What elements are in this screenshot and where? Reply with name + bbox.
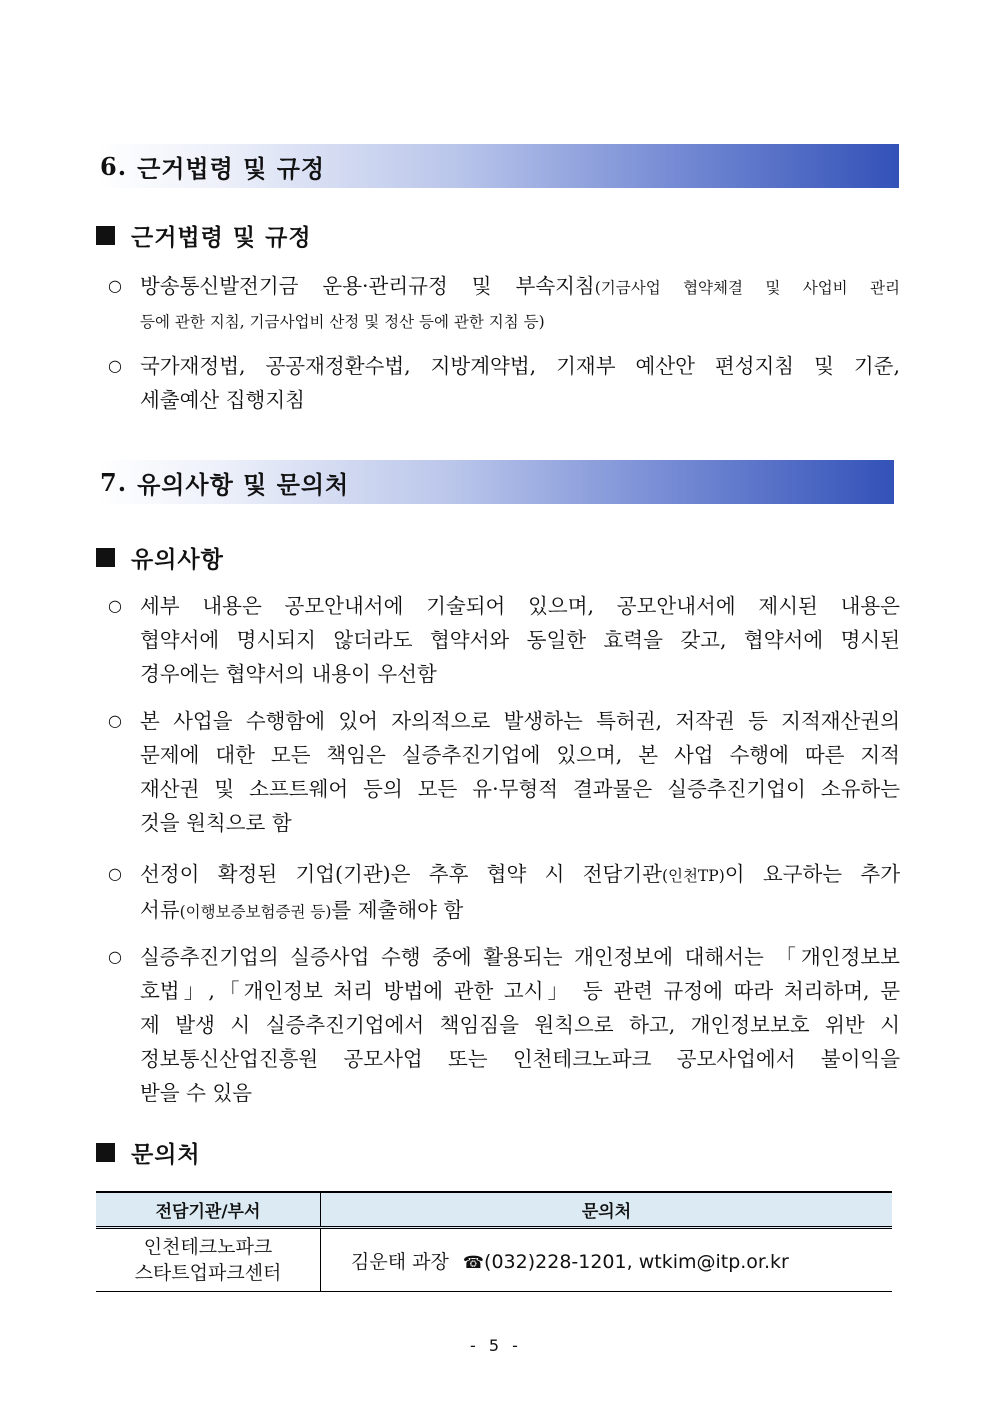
table-header-row [96,1192,892,1228]
circle-bullet-icon: ○ [108,276,122,295]
item-line: 서류(이행보증보험증권 등)를 제출해야 함 [140,898,464,922]
contact-name: 김운태 과장 [351,1250,449,1273]
section-7-subheading-contact: 문의처 [96,1136,201,1169]
item-line: 협약서에 명시되지 않더라도 협약서와 동일한 효력을 갖고, 협약서에 명시된 [140,628,900,652]
item-line: 방송통신발전기금 운용·관리규정 및 부속지침(기금사업 협약체결 및 사업비 관리 [140,274,900,298]
item-line: 호법」,「개인정보 처리 방법에 관한 고시」 등 관련 규정에 따라 처리하며, 문 [140,979,900,1003]
square-bullet-icon [96,1143,115,1162]
item-line: 경우에는 협약서의 내용이 우선함 [140,662,437,686]
item-line: 세출예산 집행지침 [140,388,305,412]
section-6-header [96,144,899,188]
list-item [108,349,900,417]
circle-bullet-icon: ○ [108,356,122,375]
item-line: 선정이 확정된 기업(기관)은 추후 협약 시 전담기관(인천TP)이 요구하는 추가 [140,862,900,886]
item-line: 실증추진기업의 실증사업 수행 중에 활용되는 개인정보에 대해서는 「개인정보보 [140,945,900,969]
section-6-number: 6. [100,151,128,181]
list-item [108,704,900,840]
list-item [108,940,900,1110]
contact-cell [321,1228,893,1292]
section-7-title: 유의사항 및 문의처 [137,469,350,499]
column-header-org: 전담기관/부서 [96,1192,321,1228]
square-bullet-icon [96,548,115,567]
circle-bullet-icon: ○ [108,864,122,883]
page-number: - 5 - [470,1336,522,1355]
section-6-title: 근거법령 및 규정 [137,153,326,183]
square-bullet-icon [96,226,115,245]
table-row [96,1228,892,1292]
item-line: 세부 내용은 공모안내서에 기술되어 있으며, 공모안내서에 제시된 내용은 [140,594,900,618]
item-line: 본 사업을 수행함에 있어 자의적으로 발생하는 특허권, 저작권 등 지적재산권의 [140,709,900,733]
circle-bullet-icon: ○ [108,711,122,730]
section-7-header [96,460,894,504]
section-7-subheading-notes: 유의사항 [96,541,224,574]
list-item [108,857,900,929]
item-line: 재산권 및 소프트웨어 등의 모든 유·무형적 결과물은 실증추진기업이 소유하는 [140,777,900,801]
item-line: 받을 수 있음 [140,1081,253,1105]
telephone-icon: ☎ [462,1252,485,1273]
item-line: 국가재정법, 공공재정환수법, 지방계약법, 기재부 예산안 편성지침 및 기준, [140,354,900,378]
item-line: 것을 원칙으로 함 [140,811,292,835]
section-6-subheading: 근거법령 및 규정 [96,219,312,252]
circle-bullet-icon: ○ [108,596,122,615]
list-item [108,269,900,339]
list-item [108,589,900,691]
contact-table [96,1191,892,1292]
email-link[interactable]: wtkim@itp.or.kr [638,1250,789,1273]
circle-bullet-icon: ○ [108,947,122,966]
section-7-number: 7. [100,467,128,497]
org-cell: 인천테크노파크 스타트업파크센터 [96,1228,321,1292]
item-line: 제 발생 시 실증추진기업에서 책임짐을 원칙으로 하고, 개인정보보호 위반 시 [140,1013,900,1037]
phone-number: (032)228-1201, [484,1250,633,1273]
item-line: 문제에 대한 모든 책임은 실증추진기업에 있으며, 본 사업 수행에 따른 지적 [140,743,900,767]
item-line: 등에 관한 지침, 기금사업비 산정 및 정산 등에 관한 지침 등) [140,313,545,331]
item-line: 정보통신산업진흥원 공모사업 또는 인천테크노파크 공모사업에서 불이익을 [140,1047,900,1071]
column-header-contact: 문의처 [321,1192,893,1228]
